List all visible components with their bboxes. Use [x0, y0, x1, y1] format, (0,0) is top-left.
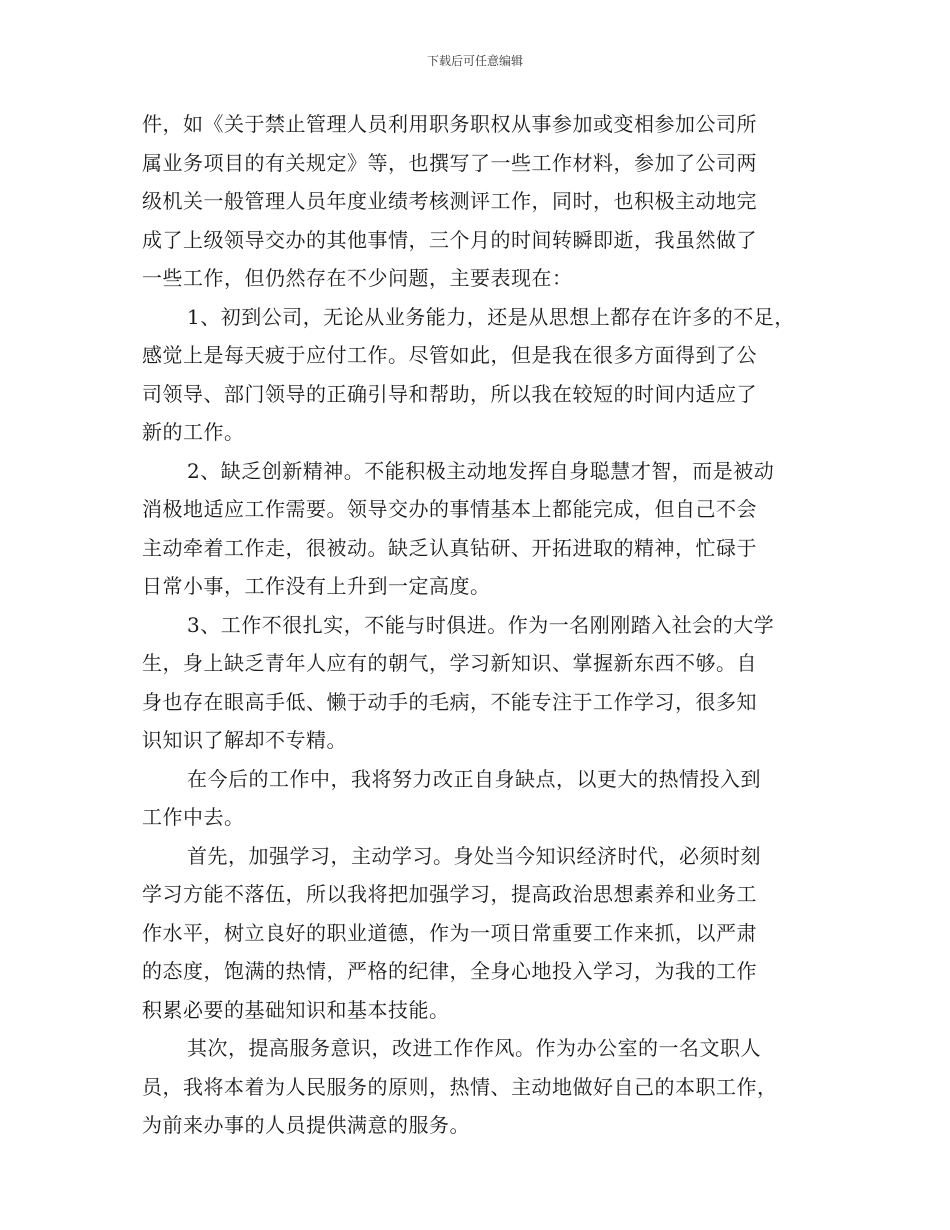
text-line: 日常小事，工作没有上升到一定高度。	[142, 574, 491, 598]
text-line: 在今后的工作中，我将努力改正自身缺点，以更大的热情投入到	[187, 766, 761, 791]
text-line: 主动牵着工作走，很被动。缺乏认真钻研、开拓进取的精神，忙碌于	[142, 535, 757, 560]
text-line: 学习方能不落伍，所以我将把加强学习，提高政治思想素养和业务工	[142, 882, 757, 906]
text-line: 1、初到公司，无论从业务能力，还是从思想上都存在许多的不足，	[187, 304, 795, 329]
text-line: 生，身上缺乏青年人应有的朝气，学习新知识、掌握新东西不够。自	[142, 651, 757, 675]
text-line: 员，我将本着为人民服务的原则，热情、主动地做好自己的本职工作，	[142, 1074, 778, 1099]
text-line: 积累必要的基础知识和基本技能。	[142, 997, 450, 1022]
text-line: 司领导、部门领导的正确引导和帮助，所以我在较短的时间内适应了	[142, 381, 757, 406]
text-line: 身也存在眼高手低、懒于动手的毛病，不能专注于工作学习，很多知	[142, 689, 757, 714]
text-line: 属业务项目的有关规定》等，也撰写了一些工作材料，参加了公司两	[142, 150, 757, 175]
text-line: 消极地适应工作需要。领导交办的事情基本上都能完成，但自己不会	[142, 497, 757, 521]
text-line: 其次，提高服务意识，改进工作作风。作为办公室的一名文职人	[187, 1036, 761, 1060]
text-line: 2、缺乏创新精神。不能积极主动地发挥自身聪慧才智，而是被动	[187, 458, 775, 483]
text-line: 3、工作不很扎实，不能与时俱进。作为一名刚刚踏入社会的大学	[187, 612, 775, 637]
document-body	[142, 105, 832, 1145]
text-line: 件，如《关于禁止管理人员利用职务职权从事参加或变相参加公司所	[142, 112, 757, 136]
text-line: 作水平，树立良好的职业道德，作为一项日常重要工作来抓，以严肃	[142, 920, 757, 945]
text-line: 工作中去。	[142, 805, 245, 829]
text-line: 成了上级领导交办的其他事情，三个月的时间转瞬即逝，我虽然做了	[142, 227, 757, 252]
text-line: 首先，加强学习，主动学习。身处当今知识经济时代，必须时刻	[187, 843, 761, 868]
text-line: 感觉上是每天疲于应付工作。尽管如此，但是我在很多方面得到了公	[142, 343, 757, 367]
page-header: 下载后可任意编辑	[426, 54, 523, 68]
text-line: 新的工作。	[142, 420, 245, 444]
text-line: 一些工作，但仍然存在不少问题，主要表现在：	[142, 266, 573, 290]
text-line: 识知识了解却不专精。	[142, 728, 347, 752]
text-line: 级机关一般管理人员年度业绩考核测评工作，同时，也积极主动地完	[142, 189, 757, 213]
text-line: 的态度，饱满的热情，严格的纪律，全身心地投入学习，为我的工作	[142, 959, 757, 983]
text-line: 为前来办事的人员提供满意的服务。	[142, 1113, 470, 1137]
